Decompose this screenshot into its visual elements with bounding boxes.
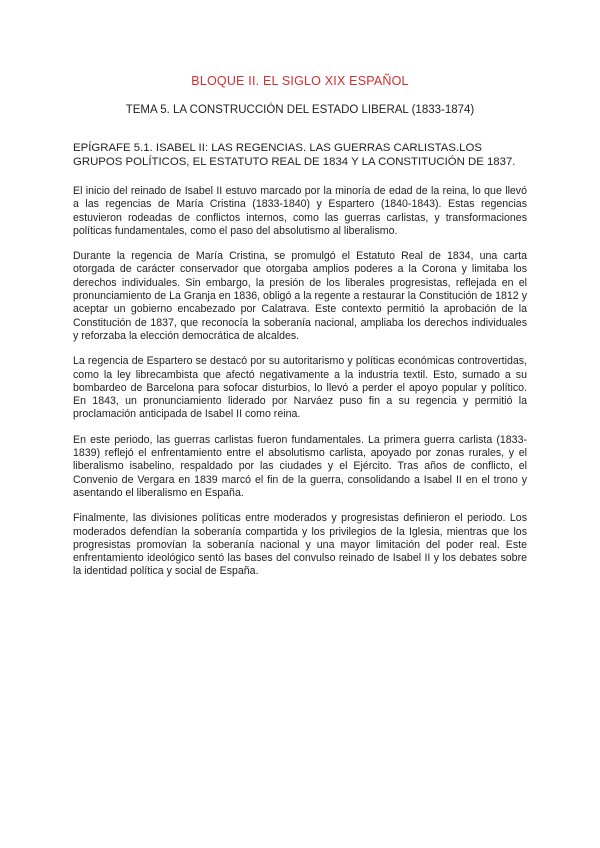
paragraph-intro: El inicio del reinado de Isabel II estuvo marcado por la minoría de edad de la reina, lo que llevó a las regencias de María Cristina (1833-1840) y Espartero (1840-1843). Estas regencias estuvieron rodeadas de conflictos internos, como las guerras carlistas, y transformaciones políticas fundamentales, como el paso del absolutismo al liberalismo. [73, 185, 527, 237]
paragraph-espartero: La regencia de Espartero se destacó por su autoritarismo y políticas económicas controvertidas, como la ley librecambista que afectó negativamente a la industria textil. Esto, sumado a su bombardeo de Barcelona para sofocar disturbios, lo llevó a perder el apoyo popular y político. En 1843, un pronunciamiento liderado por Narváez puso fin a su regencia y permitió la proclamación anticipada de Isabel II como reina. [73, 355, 527, 421]
document-body [73, 142, 527, 591]
paragraph-carlist-wars: En este periodo, las guerras carlistas fueron fundamentales. La primera guerra carlista (1833-1839) reflejó el enfrentamiento entre el absolutismo carlista, apoyado por zonas rurales, y el liberalismo isabelino, respaldado por las ciudades y el Ejército. Tras años de conflicto, el Convenio de Vergara en 1839 marcó el fin de la guerra, consolidando a Isabel II en el trono y asentando el liberalismo en España. [73, 433, 527, 499]
paragraph-maria-cristina: Durante la regencia de María Cristina, se promulgó el Estatuto Real de 1834, una carta otorgada de carácter conservador que otorgaba amplios poderes a la Corona y limitaba los derechos individuales. Sin embargo, la presión de los liberales progresistas, reflejada en el pronunciamiento de La Granja en 1836, obligó a la regente a restaurar la Constitución de 1812 y aceptar un gobierno encabezado por Calatrava. Este contexto permitió la aprobación de la Constitución de 1837, que reconocía la soberanía nacional, ampliaba los derechos individuales y reforzaba la elección democrática de alcaldes. [73, 250, 527, 342]
block-title: BLOQUE II. EL SIGLO XIX ESPAÑOL [191, 74, 409, 88]
paragraph-political-groups: Finalmente, las divisiones políticas entre moderados y progresistas definieron el periodo. Los moderados defendían la soberanía compartida y los privilegios de la Iglesia, mientras que los progresistas promovían la soberanía nacional y una mayor limitación del poder real. Este enfrentamiento ideológico sentó las bases del convulso reinado de Isabel II y los debates sobre la identidad política y social de España. [73, 512, 527, 578]
epigrafe-heading: EPÍGRAFE 5.1. ISABEL II: LAS REGENCIAS. LAS GUERRAS CARLISTAS.LOS GRUPOS POLÍTICOS, EL ESTATUTO REAL DE 1834 Y LA CONSTITUCIÓN DE 1837. [73, 142, 516, 168]
tema-title: TEMA 5. LA CONSTRUCCIÓN DEL ESTADO LIBERAL (1833-1874) [125, 104, 475, 116]
